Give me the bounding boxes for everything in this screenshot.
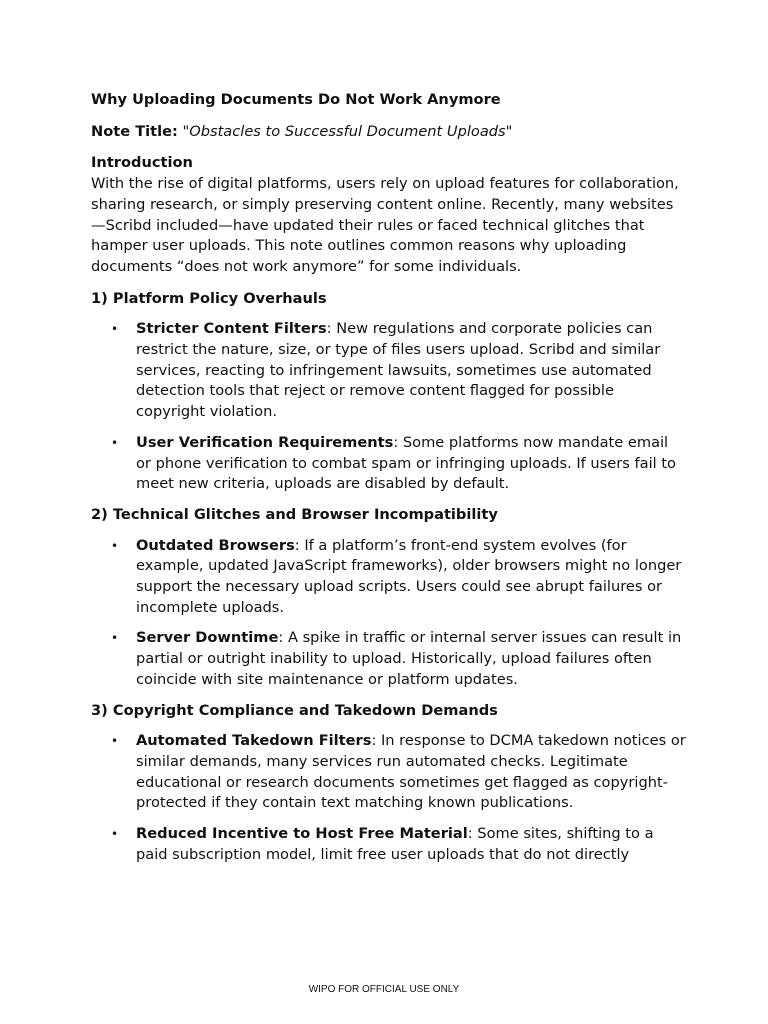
bullet-icon: • (111, 734, 119, 749)
document-title: Why Uploading Documents Do Not Work Anymore (91, 91, 501, 108)
bullet-text: : Some platforms now mandate email or phone verification to combat spam or infringing uploads. If users fail to meet new criteria, uploads are disabled by default. (136, 433, 676, 493)
list-item (91, 824, 686, 865)
intro-paragraph: With the rise of digital platforms, users rely on upload features for collaboration, sharing research, or simply preserving content online. Recently, many websites—Scribd included—have updated their rules or faced technical glitches that hamper user uploads. This note outlines common reasons why uploading documents “does not work anymore” for some individuals. (91, 175, 679, 275)
section-heading-technical: 2) Technical Glitches and Browser Incompatibility (91, 505, 498, 523)
note-quote-open: " (177, 122, 190, 140)
bullet-icon: • (111, 435, 119, 450)
note-title-label: Note Title: (91, 122, 178, 140)
bullet-icon: • (111, 322, 119, 337)
bullet-term: Outdated Browsers (136, 536, 295, 554)
intro-heading: Introduction (91, 154, 193, 172)
bullet-icon: • (111, 538, 119, 553)
page-footer: WIPO FOR OFFICIAL USE ONLY (308, 984, 460, 995)
bullet-icon: • (111, 631, 119, 646)
bullet-term: Server Downtime (136, 629, 279, 647)
bullet-text: : A spike in traffic or internal server issues can result in partial or outright inability to upload. Historically, upload failures often coincide with site maintenance or platform updates. (136, 629, 682, 688)
bullet-term: Stricter Content Filters (136, 320, 327, 338)
bullet-term: Automated Takedown Filters (136, 732, 372, 750)
bullet-text: : Some sites, shifting to a paid subscription model, limit free user uploads that do not directly (136, 825, 654, 863)
bullet-list-technical (91, 536, 686, 691)
section-heading-copyright: 3) Copyright Compliance and Takedown Demands (91, 701, 498, 719)
note-quote-close: " (505, 122, 513, 140)
bullet-term: User Verification Requirements (136, 433, 394, 451)
list-item (91, 319, 686, 423)
section-heading-policy: 1) Platform Policy Overhauls (91, 289, 327, 307)
list-item (91, 536, 686, 619)
list-item (91, 433, 686, 495)
bullet-text: : In response to DCMA takedown notices or similar demands, many services run automated checks. Legitimate educational or research documents sometimes get flagged as copyright-protected if they contain text matching known publications. (136, 732, 686, 812)
list-item (91, 628, 686, 690)
bullet-text: : New regulations and corporate policies can restrict the nature, size, or type of files users upload. Scribd and similar services, reacting to infringement lawsuits, sometimes use automated detection tools that reject or remove content flagged for possible copyright violation. (136, 320, 661, 421)
bullet-list-policy (91, 319, 686, 495)
note-title-line (91, 122, 686, 143)
bullet-list-copyright (91, 731, 686, 865)
note-title-text: Obstacles to Successful Document Uploads (189, 122, 506, 140)
document-page (91, 90, 686, 876)
list-item (91, 731, 686, 814)
bullet-icon: • (111, 827, 119, 842)
bullet-term: Reduced Incentive to Host Free Material (136, 825, 468, 843)
bullet-text: : If a platform’s front-end system evolves (for example, updated JavaScript frameworks), older browsers might no longer support the necessary upload scripts. Users could see abrupt failures or incomplete uploads. (136, 536, 682, 616)
